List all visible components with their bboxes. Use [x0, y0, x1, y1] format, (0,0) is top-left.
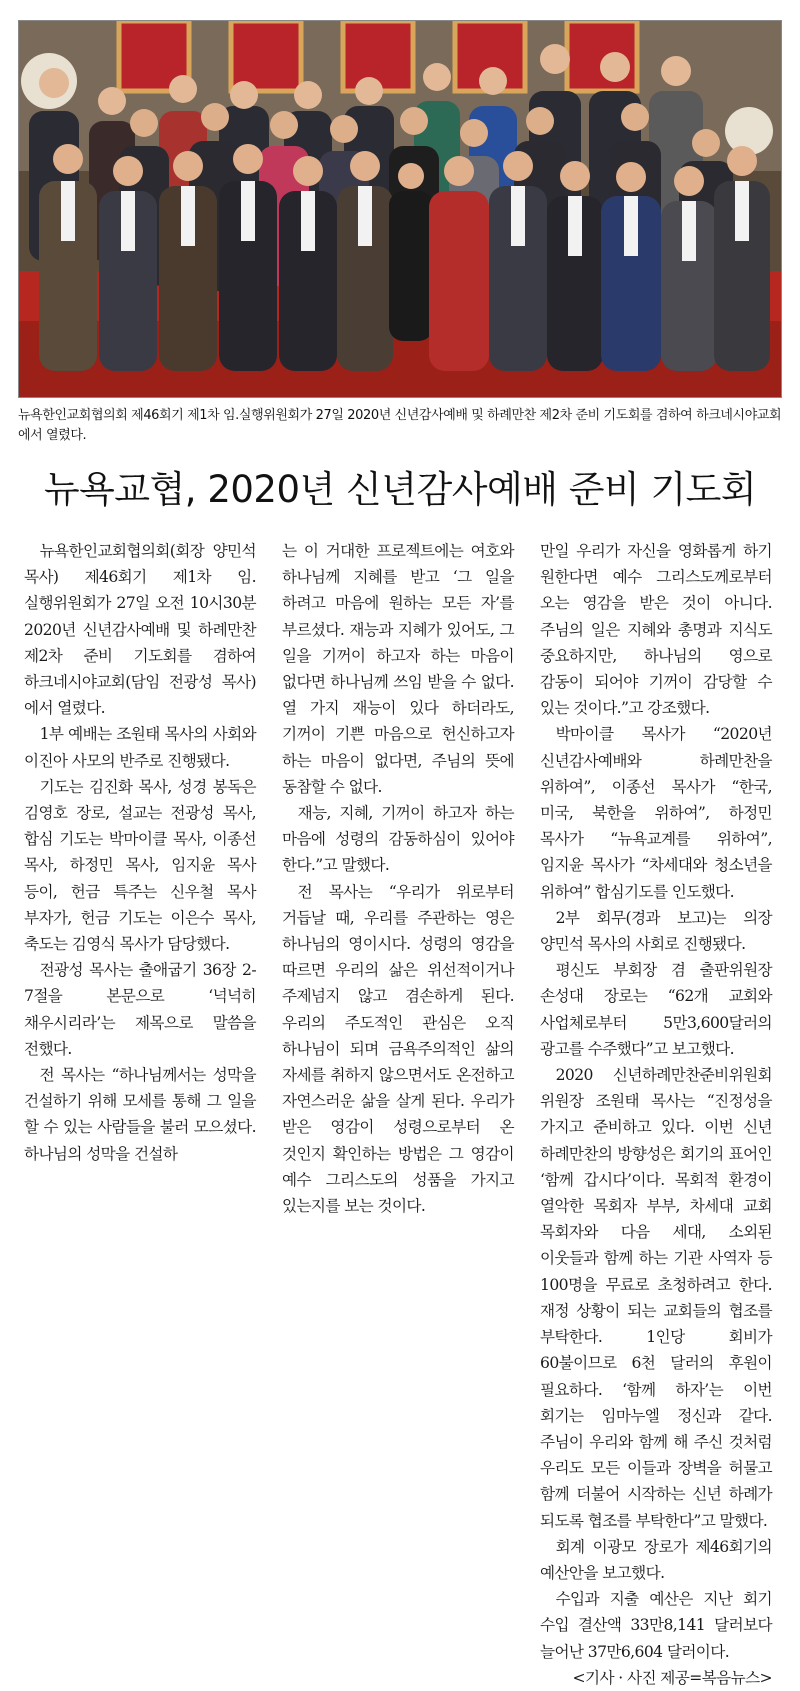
- article-column-3: [540, 538, 772, 1691]
- paragraph: 전 목사는 “우리가 위로부터 거듭날 때, 우리를 주관하는 영은 하나님의 영이시다. 성령의 영감을 따르면 우리의 삶은 위선적이거나 주제넘지 않고 겸손하게 된다. 우리의 주도적인 관심은 오직 하나님이 되며 금욕주의적인 삶의 자세를 취하지 않으면서도 온전하고 자연스러운 삶을 살게 된다. 우리가 받은 영감이 성령으로부터 온 것인지 확인하는 방법은 그 영감이 예수 그리스도의 성품을 가지고 있는지를 보는 것이다.: [282, 882, 514, 1216]
- article-column-1: [24, 538, 256, 1167]
- paragraph: 박마이클 목사가 “2020년 신년감사예배와 하례만찬을 위하여”, 이종선 목사가 “한국, 미국, 북한을 위하여”, 하정민 목사가 “뉴욕교계를 위하여”, 임지윤 목사가 “차세대와 청소년을 위하여” 합심기도를 인도했다.: [540, 725, 772, 901]
- paragraph: 기도는 김진화 목사, 성경 봉독은 김영호 장로, 설교는 전광성 목사, 합심 기도는 박마이클 목사, 이종선 목사, 하정민 목사, 임지윤 목사 등이, 헌금 특주는 신우철 목사 부자가, 헌금 기도는 이은수 목사, 축도는 김영식 목사가 담당했다.: [24, 777, 256, 954]
- paragraph: 2020 신년하례만찬준비위원회 위원장 조원태 목사는 “진정성을 가지고 준비하고 있다. 이번 신년 하례만찬의 방향성은 회기의 표어인 ‘함께 갑시다’이다. 목회적 환경이 열악한 목회자 부부, 차세대 교회 목회자와 다음 세대, 소외된 이웃들과 함께 하는 기관 사역자 등 100명을 무료로 초청하려고 한다. 재정 상황이 되는 교회들의 협조를 부탁한다. 1인당 회비가 60불이므로 6천 달러의 후원이 필요하다. ‘함께 하자’는 이번 회기는 임마누엘 정신과 같다. 주님이 우리와 함께 해 주신 것처럼 우리도 모든 이들과 장벽을 허물고 함께 더불어 시작하는 신년 하례가 되도록 협조를 부탁한다”고 말했다.: [540, 1066, 772, 1530]
- paragraph: 회계 이광모 장로가 제46회기의 예산안을 보고했다.: [540, 1537, 772, 1582]
- article-column-2: [282, 538, 514, 1219]
- paragraph: 재능, 지혜, 기꺼이 하고자 하는 마음에 성령의 감동하심이 있어야 한다.”고 말했다.: [282, 804, 514, 875]
- paragraph: 2부 회무(경과 보고)는 의장 양민석 목사의 사회로 진행됐다.: [540, 908, 772, 954]
- group-photo: [18, 20, 782, 398]
- photo-caption: 뉴욕한인교회협의회 제46회기 제1차 임.실행위원회가 27일 2020년 신년감사예배 및 하례만찬 제2차 준비 기도회를 겸하여 하크네시야교회에서 열렸다.: [18, 408, 782, 443]
- paragraph: 평신도 부회장 겸 출판위원장 손성대 장로는 “62개 교회와 사업체로부터 5만3,600달러의 광고를 수주했다”고 보고했다.: [540, 961, 772, 1058]
- paragraph: 수입과 지출 예산은 지난 회기 수입 결산액 33만8,141 달러보다 늘어난 37만6,604 달러이다.: [540, 1590, 772, 1661]
- photo-credit: <기사 · 사진 제공=복음뉴스>: [572, 1668, 772, 1687]
- paragraph: 전광성 목사는 출애굽기 36장 2-7절을 본문으로 ‘넉넉히 채우시리라’는 제목으로 말씀을 전했다.: [24, 961, 256, 1058]
- paragraph: 1부 예배는 조원태 목사의 사회와 이진아 사모의 반주로 진행됐다.: [24, 725, 256, 770]
- paragraph: 뉴욕한인교회협의회(회장 양민석 목사) 제46회기 제1차 임.실행위원회가 27일 오전 10시30분 2020년 신년감사예배 및 하례만찬 제2차 준비 기도회를 겸하여 하크네시야교회(담임 전광성 목사)에서 열렸다.: [24, 542, 256, 718]
- paragraph: 전 목사는 “하나님께서는 성막을 건설하기 위해 모세를 통해 그 일을 할 수 있는 사람들을 불러 모으셨다. 하나님의 성막을 건설하: [24, 1066, 256, 1163]
- paragraph: 만일 우리가 자신을 영화롭게 하기 원한다면 예수 그리스도께로부터 오는 영감을 받은 것이 아니다. 주님의 일은 지혜와 총명과 지식도 중요하지만, 하나님의 영으로 감동이 되어야 기꺼이 감당할 수 있는 것이다.”고 강조했다.: [540, 542, 772, 718]
- headline: 뉴욕교협, 2020년 신년감사예배 준비 기도회: [43, 468, 757, 511]
- paragraph: 는 이 거대한 프로젝트에는 여호와 하나님께 지혜를 받고 ‘그 일을 하려고 마음에 원하는 모든 자’를 부르셨다. 재능과 지혜가 있어도, 그 일을 기꺼이 하고자 하는 마음이 없다면 하나님께 쓰임 받을 수 없다. 열 가지 재능이 있다 하더라도, 기꺼이 기쁜 마음으로 헌신하고자 하는 마음이 없다면, 주님의 뜻에 동참할 수 없다.: [282, 542, 514, 796]
